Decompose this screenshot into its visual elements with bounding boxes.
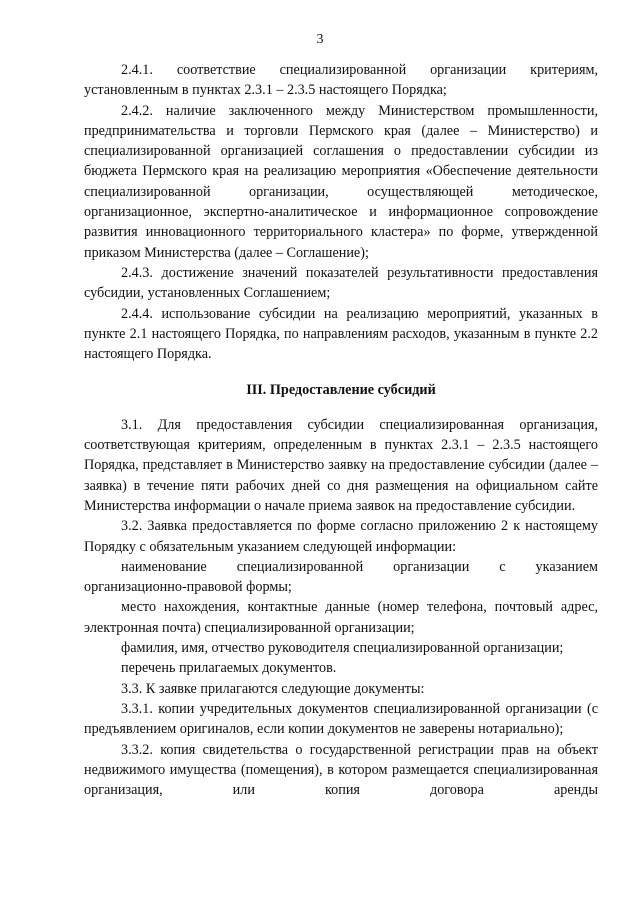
paragraph-3-2: 3.2. Заявка предоставляется по форме согласно приложению 2 к настоящему Порядку с обязательным указанием следующей информации: xyxy=(84,518,598,555)
list-item-director: фамилия, имя, отчество руководителя специализированной организации; xyxy=(121,640,564,657)
list-item-name: наименование специализированной организации с указанием организационно-правовой формы; xyxy=(84,558,598,596)
document-body xyxy=(84,60,598,800)
paragraph-3-3: 3.3. К заявке прилагаются следующие документы: xyxy=(121,680,425,697)
page-number: 3 xyxy=(316,32,324,47)
paragraph-3-1: 3.1. Для предоставления субсидии специализированная организация, соответствующая критериям, определенным в пунктах 2.3.1 – 2.3.5 настоящего Порядка, представляет в Министерство заявку на предоставление субсидии (далее – заявка) в течение пяти рабочих дней со дня размещения на официальном сайте Министерства информации о начале приема заявок на предоставление субсидии. xyxy=(84,416,598,514)
list-item-documents: перечень прилагаемых документов. xyxy=(121,660,337,677)
paragraph-2-4-1: 2.4.1. соответствие специализированной организации критериям, установленным в пунктах 2.3.1 – 2.3.5 настоящего Порядка; xyxy=(84,62,598,99)
section-heading: III. Предоставление субсидий xyxy=(246,382,436,399)
paragraph-3-3-2: 3.3.2. копия свидетельства о государственной регистрации прав на объект недвижимого имущества (помещения), в котором размещается специализированная организация, или копия договора аренды xyxy=(84,741,598,799)
paragraph-2-4-3: 2.4.3. достижение значений показателей результативности предоставления субсидии, установленных Соглашением; xyxy=(84,264,598,302)
list-item-location: место нахождения, контактные данные (номер телефона, почтовый адрес, электронная почта) специализированной организации; xyxy=(84,599,598,636)
paragraph-3-3-1: 3.3.1. копии учредительных документов специализированной организации (с предъявлением оригиналов, если копии документов не заверены нотариально); xyxy=(84,700,598,738)
paragraph-2-4-2: 2.4.2. наличие заключенного между Министерством промышленности, предпринимательства и торговли Пермского края (далее – Министерство) и специализированной организацией соглашения о предоставлении субсидии из бюджета Пермского края на реализацию мероприятия «Обеспечение деятельности специализированной организации, осуществляющей методическое, организационное, экспертно-аналитическое и информационное сопровождение развития инновационного территориального кластера» по форме, утвержденной приказом Министерства (далее – Соглашение); xyxy=(84,102,598,261)
paragraph-2-4-4: 2.4.4. использование субсидии на реализацию мероприятий, указанных в пункте 2.1 настоящего Порядка, по направлениям расходов, указанным в пункте 2.2 настоящего Порядка. xyxy=(84,305,598,363)
